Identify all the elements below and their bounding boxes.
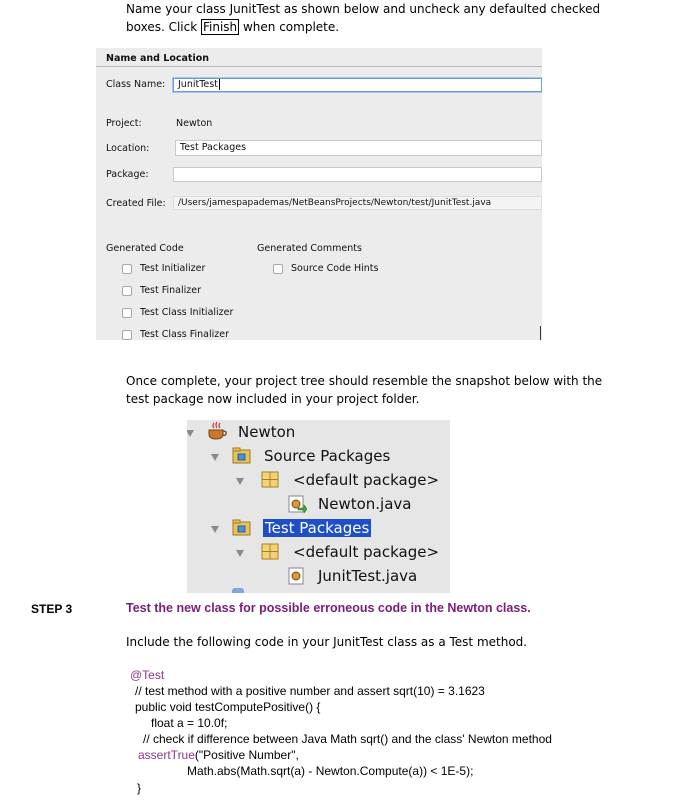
step-3-heading: Test the new class for possible erroneous code in the Newton class. (126, 601, 531, 615)
step-3-label: STEP 3 (31, 602, 73, 616)
location-label: Location: (106, 143, 150, 154)
tree-junittest-java[interactable]: JunitTest.java (318, 567, 418, 585)
created-file-value: /Users/jamespapademas/NetBeansProjects/Newton/test/JunitTest.java (173, 196, 542, 210)
intro-paragraph (126, 0, 600, 36)
test-class-initializer-label: Test Class Initializer (140, 307, 234, 318)
package-folder-icon (232, 447, 252, 465)
project-tree (187, 420, 450, 593)
tree-newton-java[interactable]: Newton.java (318, 495, 412, 513)
package-icon (261, 543, 281, 561)
intro-line-1: Name your class JunitTest as shown below and uncheck any defaulted checked (126, 2, 601, 16)
package-icon (261, 471, 281, 489)
class-name-value: JunitTest (178, 79, 218, 90)
code-assert-keyword: assertTrue (138, 748, 195, 762)
tree-test-packages-label: Test Packages (265, 519, 370, 537)
generated-comments-title: Generated Comments (257, 243, 362, 254)
test-class-finalizer-checkbox[interactable] (122, 330, 132, 340)
partial-folder-icon (232, 588, 244, 593)
intro-line-2-start: boxes. Click (126, 20, 201, 34)
step-3-instruction: Include the following code in your JunitTest class as a Test method. (126, 635, 528, 649)
test-finalizer-label: Test Finalizer (140, 285, 201, 296)
code-comment-1: // test method with a positive number and assert sqrt(10) = 3.1623 (135, 684, 485, 698)
finish-word: Finish (203, 20, 238, 34)
java-file-icon (287, 567, 307, 585)
name-and-location-title: Name and Location (106, 53, 210, 64)
java-file-icon (287, 495, 307, 513)
code-comment-2: // check if difference between Java Math sqrt() and the class' Newton method (143, 732, 552, 746)
code-close-brace: } (137, 781, 142, 795)
tree-source-packages[interactable]: Source Packages (264, 447, 391, 465)
resize-edge (540, 326, 541, 340)
expand-triangle-icon[interactable] (211, 526, 219, 533)
mid-paragraph (126, 372, 602, 408)
section-divider (96, 66, 542, 67)
intro-line-2 (126, 18, 600, 36)
code-signature: public void testComputePositive() { (135, 700, 321, 714)
source-code-hints-checkbox[interactable] (273, 264, 283, 274)
tree-root-newton[interactable]: Newton (238, 423, 296, 441)
created-file-label: Created File: (106, 198, 166, 209)
mid-line-2: test package now included in your project folder. (126, 392, 420, 406)
package-label: Package: (106, 169, 149, 180)
java-project-icon (206, 421, 228, 441)
new-test-dialog (96, 48, 542, 340)
test-package-folder-icon (232, 519, 252, 537)
code-assert-line (138, 747, 299, 763)
code-declaration: float a = 10.0f; (151, 716, 228, 730)
project-label: Project: (106, 118, 142, 129)
expand-triangle-icon[interactable] (211, 454, 219, 461)
location-select[interactable]: Test Packages (175, 140, 542, 156)
class-name-label: Class Name: (106, 79, 166, 90)
test-initializer-label: Test Initializer (140, 263, 206, 274)
code-math-line: Math.abs(Math.sqrt(a) - Newton.Compute(a)) < 1E-5); (187, 764, 474, 778)
test-initializer-checkbox[interactable] (122, 264, 132, 274)
expand-triangle-icon[interactable] (236, 478, 244, 485)
mid-line-1: Once complete, your project tree should resemble the snapshot below with the (126, 374, 603, 388)
source-code-hints-label: Source Code Hints (291, 263, 379, 274)
package-input[interactable] (173, 167, 542, 182)
tree-test-packages[interactable] (263, 518, 371, 538)
tree-default-package-1[interactable]: <default package> (293, 471, 440, 489)
class-name-input[interactable] (173, 78, 542, 92)
test-class-finalizer-label: Test Class Finalizer (140, 329, 230, 340)
test-finalizer-checkbox[interactable] (122, 286, 132, 296)
expand-triangle-icon[interactable] (236, 550, 244, 557)
tree-default-package-2[interactable]: <default package> (293, 543, 440, 561)
expand-triangle-icon[interactable] (187, 430, 194, 437)
code-assert-args: ("Positive Number", (194, 748, 299, 762)
test-class-initializer-checkbox[interactable] (122, 308, 132, 318)
intro-line-2-end: when complete. (239, 20, 340, 34)
code-annotation: @Test (130, 668, 165, 682)
generated-code-title: Generated Code (106, 243, 184, 254)
project-value: Newton (176, 118, 213, 129)
